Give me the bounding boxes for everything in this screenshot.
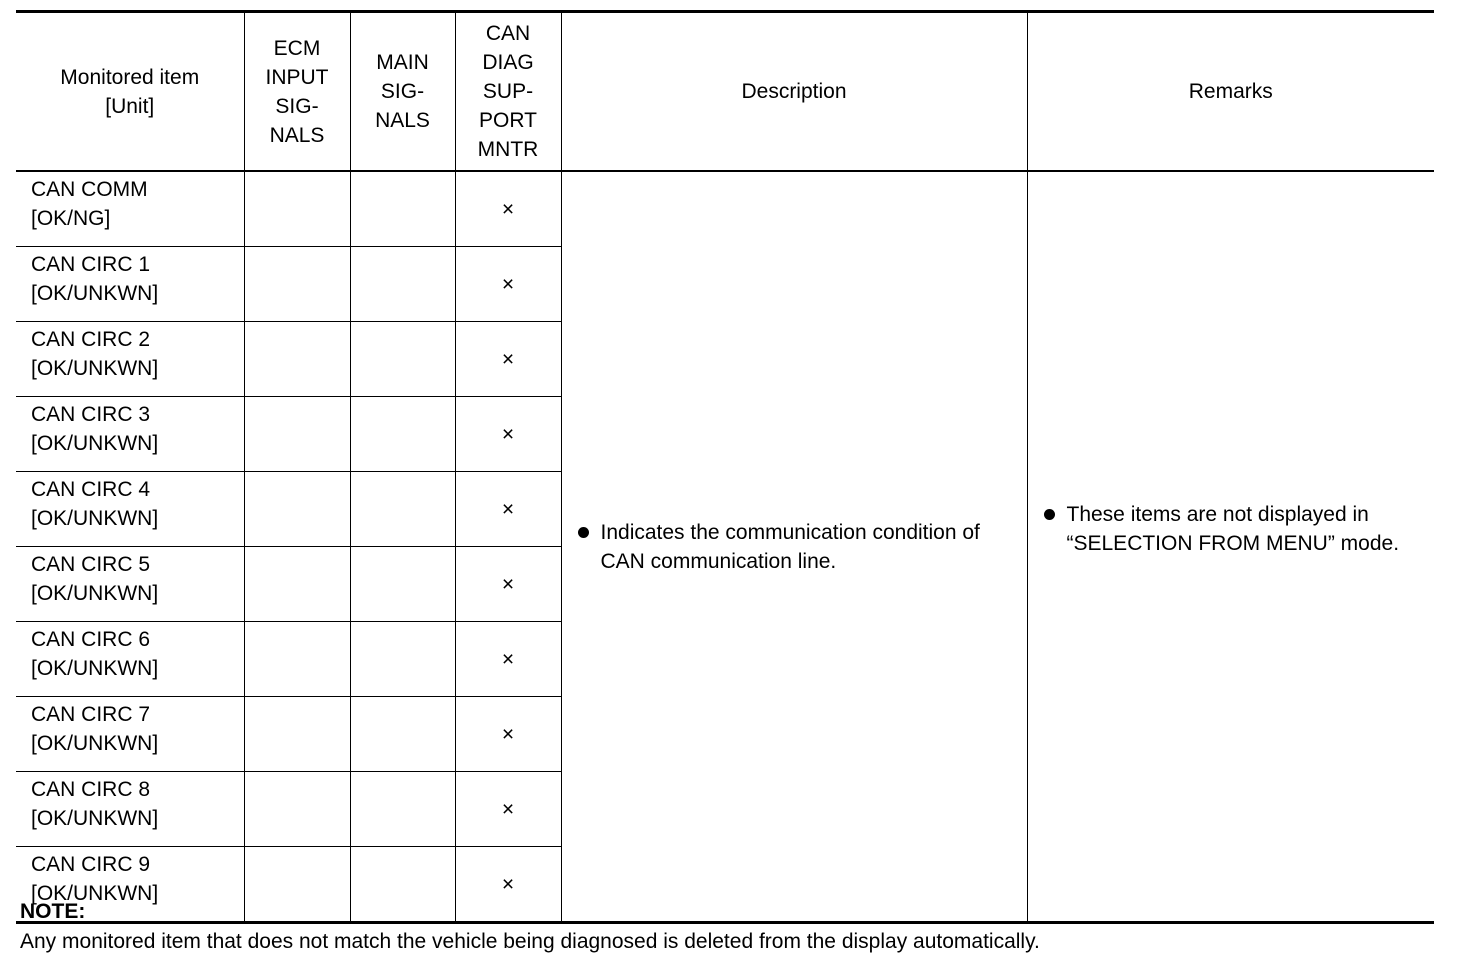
description-cell [561, 171, 1027, 923]
main-signals-cell [350, 397, 455, 472]
monitored-item-cell [16, 322, 244, 397]
main-signals-cell [350, 171, 455, 247]
ecm-input-signals-cell [244, 322, 350, 397]
bullet-icon [578, 527, 589, 538]
monitored-item-cell [16, 171, 244, 247]
monitored-item-cell [16, 772, 244, 847]
main-signals-cell [350, 622, 455, 697]
header-remarks: Remarks [1027, 12, 1434, 172]
remarks-bullet-item [1044, 500, 1419, 558]
ecm-input-signals-cell [244, 472, 350, 547]
item-name: CAN CIRC 2 [31, 328, 151, 351]
remarks-text: These items are not displayed in “SELECTION FROM MENU” mode. [1066, 502, 1400, 555]
monitored-item-cell [16, 472, 244, 547]
header-monitored-item: Monitored item [Unit] [16, 12, 244, 172]
header-main-signals: MAIN SIG- NALS [350, 12, 455, 172]
table-header-row [16, 12, 1434, 172]
main-signals-cell [350, 322, 455, 397]
main-signals-cell [350, 472, 455, 547]
main-signals-cell [350, 547, 455, 622]
item-unit: [OK/UNKWN] [31, 882, 159, 905]
item-name: CAN CIRC 7 [31, 703, 151, 726]
header-ecm-input-signals: ECM INPUT SIG- NALS [244, 12, 350, 172]
ecm-input-signals-cell [244, 772, 350, 847]
item-unit: [OK/UNKWN] [31, 657, 159, 680]
description-bullet-item [578, 518, 1011, 576]
can-diag-mark: × [455, 622, 561, 697]
can-diag-mark: × [455, 697, 561, 772]
item-name: CAN CIRC 5 [31, 553, 151, 576]
item-name: CAN CIRC 6 [31, 628, 151, 651]
can-diag-mark: × [455, 171, 561, 247]
item-unit: [OK/UNKWN] [31, 732, 159, 755]
main-signals-cell [350, 847, 455, 923]
item-unit: [OK/UNKWN] [31, 507, 159, 530]
item-name: CAN COMM [31, 178, 148, 201]
monitored-item-cell [16, 247, 244, 322]
item-name: CAN CIRC 1 [31, 253, 151, 276]
header-description: Description [561, 12, 1027, 172]
can-diag-mark: × [455, 847, 561, 923]
ecm-input-signals-cell [244, 171, 350, 247]
item-unit: [OK/UNKWN] [31, 432, 159, 455]
ecm-input-signals-cell [244, 847, 350, 923]
main-signals-cell [350, 697, 455, 772]
ecm-input-signals-cell [244, 397, 350, 472]
can-diag-mark: × [455, 772, 561, 847]
monitored-item-cell [16, 622, 244, 697]
header-can-diag-support-mntr: CAN DIAG SUP- PORT MNTR [455, 12, 561, 172]
description-text: Indicates the communication condition of CAN communication line. [600, 520, 980, 573]
bullet-icon [1044, 509, 1055, 520]
ecm-input-signals-cell [244, 247, 350, 322]
note-text: Any monitored item that does not match the vehicle being diagnosed is deleted from the display automatically. [20, 930, 1040, 953]
item-unit: [OK/NG] [31, 207, 111, 230]
ecm-input-signals-cell [244, 622, 350, 697]
monitored-item-cell [16, 547, 244, 622]
can-diag-mark: × [455, 247, 561, 322]
item-name: CAN CIRC 8 [31, 778, 151, 801]
table-body [16, 171, 1434, 923]
item-name: CAN CIRC 3 [31, 403, 151, 426]
ecm-input-signals-cell [244, 697, 350, 772]
can-diag-mark: × [455, 322, 561, 397]
main-signals-cell [350, 772, 455, 847]
item-name: CAN CIRC 9 [31, 853, 151, 876]
item-name: CAN CIRC 4 [31, 478, 151, 501]
note-title: NOTE: [20, 900, 86, 923]
table-row [16, 171, 1434, 247]
item-unit: [OK/UNKWN] [31, 357, 159, 380]
monitored-item-cell [16, 397, 244, 472]
ecm-input-signals-cell [244, 547, 350, 622]
can-diag-mark: × [455, 547, 561, 622]
main-signals-cell [350, 247, 455, 322]
can-diag-mark: × [455, 397, 561, 472]
data-monitor-table [16, 10, 1434, 924]
remarks-cell [1027, 171, 1434, 923]
monitored-item-cell [16, 697, 244, 772]
item-unit: [OK/UNKWN] [31, 582, 159, 605]
item-unit: [OK/UNKWN] [31, 282, 159, 305]
can-diag-mark: × [455, 472, 561, 547]
item-unit: [OK/UNKWN] [31, 807, 159, 830]
